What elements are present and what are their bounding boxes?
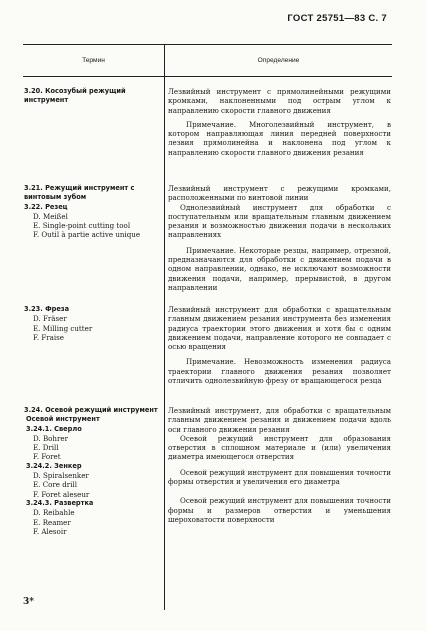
term-3-23-group (24, 305, 160, 342)
column-divider (164, 75, 165, 610)
term-de: D. Spiralsenker (33, 471, 89, 481)
definition-text: Лезвийный инструмент, для обработки с вращательным главным движением резания и движением подачи вдоль оси главного движения резания (168, 406, 391, 434)
note-text: Примечание. Многолезвийный инструмент, в котором направляющая линия передней поверхности лезвия прямолинейна и наклонена под углом к направлению скорости главного движения резания (168, 119, 391, 157)
term-3-24-1: 3.24.1. Сверло (26, 424, 82, 433)
note-text: Примечание. Некоторые резцы, например, отрезной, предназначаются для обработки с движением подачи в одном направлении, однако, не исключают возможности движения подачи, например, прерывистой, в другом направлении (168, 245, 391, 292)
term-fr: F. Foret aleseur (33, 489, 90, 499)
definition-text: Лезвийный инструмент с режущими кромками, расположенными по винтовой линии (168, 184, 391, 203)
term-en: E. Reamer (33, 517, 71, 527)
term-3-21: 3.21. Режущий инструмент с винтовым зубом (24, 184, 135, 202)
terms-table (23, 44, 392, 536)
term-en: E. Drill (33, 443, 59, 453)
term-3-24-group (24, 406, 160, 536)
definition-text: Однолезвийный инструмент для обработки с поступательным или вращательным главным движением резания и возможностью движения подачи в нескольких направлениях (168, 202, 391, 240)
page-footer-mark: 3* (23, 597, 34, 607)
definition-3-24 (168, 406, 391, 524)
term-en: E. Single-point cutting tool (33, 221, 131, 231)
term-3-24: 3.24. Осевой режущий инструмент (24, 406, 158, 414)
term-3-20: 3.20. Косозубый режущий инструмент (24, 87, 126, 105)
definition-3-21 (168, 184, 391, 292)
page-header: ГОСТ 25751—83 С. 7 (287, 13, 387, 24)
term-de: D. Fräser (33, 314, 67, 324)
definition-text: Лезвийный инструмент с прямолинейными режущими кромками, наклоненными под острым углом к направлению скорости главного движения (168, 87, 391, 115)
term-fr: F. Alesoir (33, 526, 67, 536)
term-3-21-group (24, 184, 160, 240)
term-fr: F. Fraise (33, 332, 64, 342)
term-en: E. Core drill (33, 480, 77, 490)
table-header (23, 44, 392, 77)
term-3-24-3: 3.24.3. Развертка (26, 498, 94, 507)
term-fr: F. Foret (33, 452, 61, 462)
term-3-24-synonym: Осевой инструмент (26, 415, 100, 424)
column-header-definition: Определение (257, 57, 300, 64)
definition-3-24-3: Осевой режущий инструмент для повышения точности формы и размеров отверстия и уменьшения шероховатости поверхности (168, 496, 391, 524)
term-en: E. Milling cutter (33, 323, 93, 333)
term-3-22: 3.22. Резец (24, 202, 68, 211)
term-de: D. Reibahle (33, 508, 75, 518)
term-de: D. Bohrer (33, 433, 68, 443)
definition-3-20 (168, 87, 391, 157)
term-de: D. Meißel (33, 211, 68, 221)
definition-3-23 (168, 305, 391, 385)
definition-3-24-1: Осевой режущий инструмент для образования отверстия в сплошном материале и (или) увеличения диаметра имеющегося отверстия (168, 433, 391, 462)
column-header-term: Термин (23, 45, 165, 76)
term-fr: F. Outil à partie active unique (33, 230, 141, 240)
term-3-24-2: 3.24.2. Зенкер (26, 461, 82, 470)
definition-text: Лезвийный инструмент для обработки с вращательным главным движением резания инструмента без изменения радиуса траектории этого движения и хотя бы с одним движением подачи, направление которого не совпадает с осью вращения (168, 305, 391, 352)
term-3-23: 3.23. Фреза (24, 305, 70, 313)
note-text: Примечание. Невозможность изменения радиуса траектории главного движения резания позволяет отличить однолезвийную фрезу от вращающегося резца (168, 357, 391, 386)
definition-3-24-2: Осевой режущий инструмент для повышения точности формы отверстия и увеличения его диаметра (168, 467, 391, 487)
